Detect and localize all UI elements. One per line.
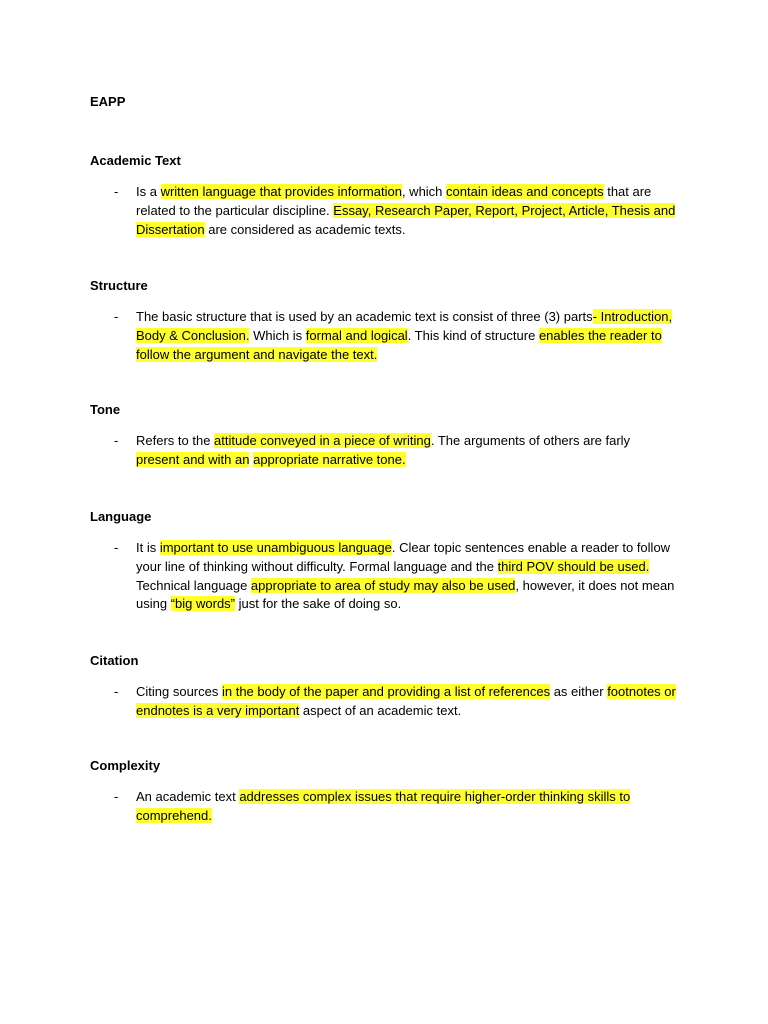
text-run: , however, it does not mean using <box>136 577 675 612</box>
bullet-text <box>136 309 672 362</box>
bullet-text <box>136 789 630 823</box>
highlighted-text: - Introduction, Body & Conclusion. <box>136 309 673 343</box>
bullet-item <box>90 183 676 239</box>
text-run: as either <box>550 684 608 699</box>
bullet-dash: - <box>114 684 119 699</box>
text-run: are considered as academic texts. <box>204 221 406 237</box>
text-run: aspect of an academic text. <box>299 702 462 718</box>
bullet-text <box>136 184 675 237</box>
text-run: . Clear topic sentences enable a reader to follow your line of thinking without difficulty. Formal language and the <box>136 540 671 574</box>
highlighted-text: contain ideas and concepts <box>446 184 604 199</box>
highlighted-text: appropriate to area of study may also be used <box>250 577 516 593</box>
bullet-text <box>136 433 630 467</box>
text-run: It is <box>136 540 160 555</box>
text-run: just for the sake of doing so. <box>235 596 402 612</box>
document-title: EAPP <box>90 94 126 109</box>
highlighted-text: third POV should be used. <box>497 558 650 574</box>
text-run: , which <box>401 184 447 199</box>
highlighted-text: formal and logical <box>305 327 408 343</box>
section-citation <box>90 652 690 721</box>
bullet-item <box>90 308 676 364</box>
highlighted-text: enables the reader to follow the argument and navigate the text. <box>136 327 662 362</box>
highlighted-text: Essay, Research Paper, Report, Project, Article, Thesis and Dissertation <box>136 202 676 237</box>
bullet-dash: - <box>114 309 119 324</box>
bullet-item <box>90 539 676 614</box>
highlighted-text: important to use unambiguous language <box>159 540 392 555</box>
section-heading: Citation <box>90 653 139 668</box>
section-heading: Language <box>90 509 152 524</box>
highlighted-text: “big words” <box>170 596 235 612</box>
bullet-dash: - <box>114 540 119 555</box>
text-run: Citing sources <box>136 684 222 699</box>
highlighted-text: attitude conveyed in a piece of writing <box>214 433 431 448</box>
section-academic-text <box>90 152 690 239</box>
highlighted-text: addresses complex issues that require higher-order thinking skills to comprehend. <box>136 789 631 823</box>
text-run: . This kind of structure <box>407 327 539 343</box>
section-structure <box>90 277 690 364</box>
section-heading: Structure <box>90 278 148 293</box>
section-heading: Complexity <box>90 758 161 773</box>
section-tone <box>90 401 690 470</box>
text-run: Which is <box>249 327 306 343</box>
bullet-dash: - <box>114 184 119 199</box>
text-run: The basic structure that is used by an academic text is consist of three (3) parts <box>136 309 593 324</box>
bullet-dash: - <box>114 789 119 804</box>
bullet-item <box>90 788 676 826</box>
section-heading: Tone <box>90 402 121 417</box>
text-run: . The arguments of others are farly <box>430 433 631 448</box>
bullet-text <box>136 540 674 611</box>
text-run: Technical language <box>136 577 251 593</box>
section-language <box>90 508 690 614</box>
text-run: Is a <box>136 184 161 199</box>
bullet-text <box>136 684 676 718</box>
highlighted-text: in the body of the paper and providing a list of references <box>221 684 551 699</box>
highlighted-text: written language that provides information <box>160 184 402 199</box>
text-run: Refers to the <box>136 433 215 448</box>
text-run: that are related to the particular discipline. <box>136 184 652 218</box>
section-heading: Academic Text <box>90 153 181 168</box>
section-complexity <box>90 757 690 826</box>
bullet-item <box>90 683 676 721</box>
text-run: An academic text <box>136 789 240 804</box>
highlighted-text: appropriate narrative tone. <box>253 451 406 467</box>
highlighted-text: footnotes or endnotes is a very important <box>136 684 676 718</box>
highlighted-text: present and with an <box>136 451 250 467</box>
bullet-item <box>90 432 676 470</box>
bullet-dash: - <box>114 433 119 448</box>
